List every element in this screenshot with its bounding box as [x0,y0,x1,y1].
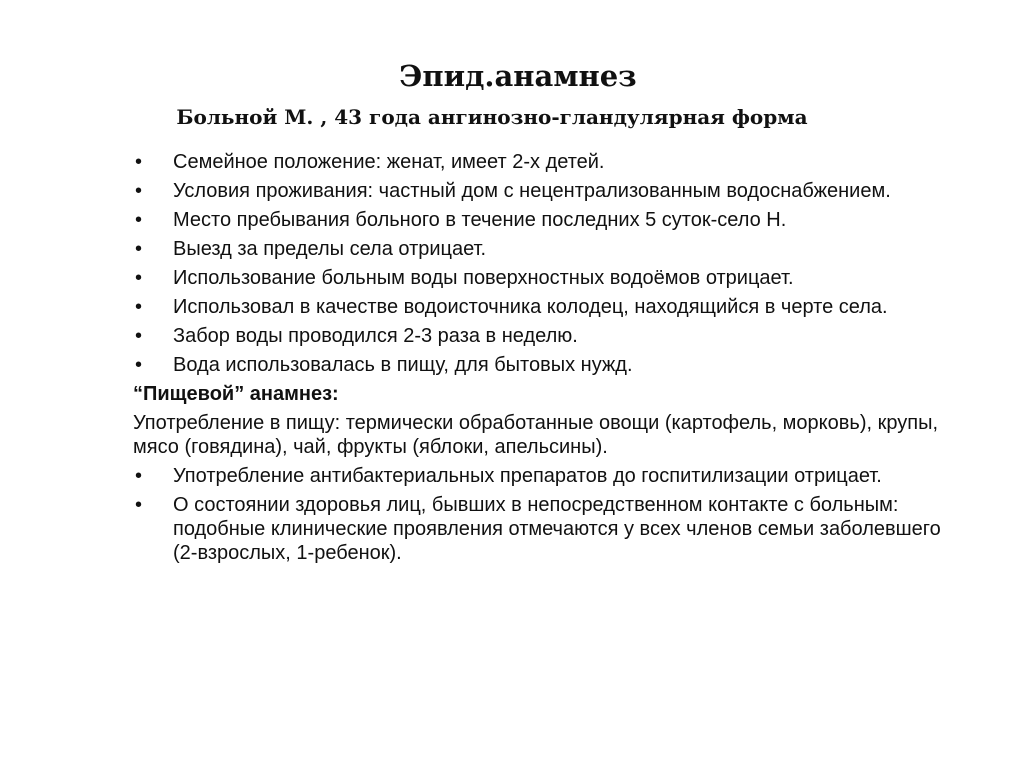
slide-content [133,150,943,570]
bullet-text: Условия проживания: частный дом с нецентрализованным водоснабжением. [173,180,891,202]
bullet-item [133,150,943,174]
food-history-text: Употребление в пищу: термически обработанные овощи (картофель, морковь), крупы, мясо (говядина), чай, фрукты (яблоки, апельсины). [133,412,938,458]
bullet-text: Выезд за пределы села отрицает. [173,238,487,260]
bullet-text: Семейное положение: женат, имеет 2-х детей. [173,151,605,173]
bullet-icon [135,266,155,290]
bullet-icon [135,179,155,203]
bullet-icon [135,208,155,232]
bullet-item [133,353,943,377]
food-history-heading: “Пищевой” анамнез: [133,383,339,405]
bullet-icon [135,150,155,174]
bullet-icon [135,493,155,517]
slide-subtitle: Больной М. , 43 года ангинозно-гландулярная форма [176,105,808,129]
bullet-item [133,237,943,261]
bullet-text: Забор воды проводился 2-3 раза в неделю. [173,325,578,347]
bullet-text: О состоянии здоровья лиц, бывших в непосредственном контакте с больным: подобные клинические проявления отмечаются у всех членов семьи заболевшего (2-взрослых, 1-ребенок). [173,494,941,564]
bullet-item [133,208,943,232]
bullet-text: Место пребывания больного в течение последних 5 суток-село Н. [173,209,787,231]
bullet-item [133,295,943,319]
bullet-text: Употребление антибактериальных препаратов до госпитилизации отрицает. [173,465,882,487]
bullet-icon [135,237,155,261]
bullet-item [133,179,943,203]
bullet-icon [135,324,155,348]
bullet-item [133,493,943,565]
bullet-text: Использовал в качестве водоисточника колодец, находящийся в черте села. [173,296,888,318]
bullet-item [133,324,943,348]
bullet-text: Использование больным воды поверхностных водоёмов отрицает. [173,267,794,289]
bullet-icon [135,353,155,377]
bullet-icon [135,464,155,488]
bullet-icon [135,295,155,319]
bullet-item [133,266,943,290]
slide-title: Эпид.анамнез [399,59,637,93]
bullet-text: Вода использовалась в пищу, для бытовых нужд. [173,354,633,376]
bullet-item [133,464,943,488]
